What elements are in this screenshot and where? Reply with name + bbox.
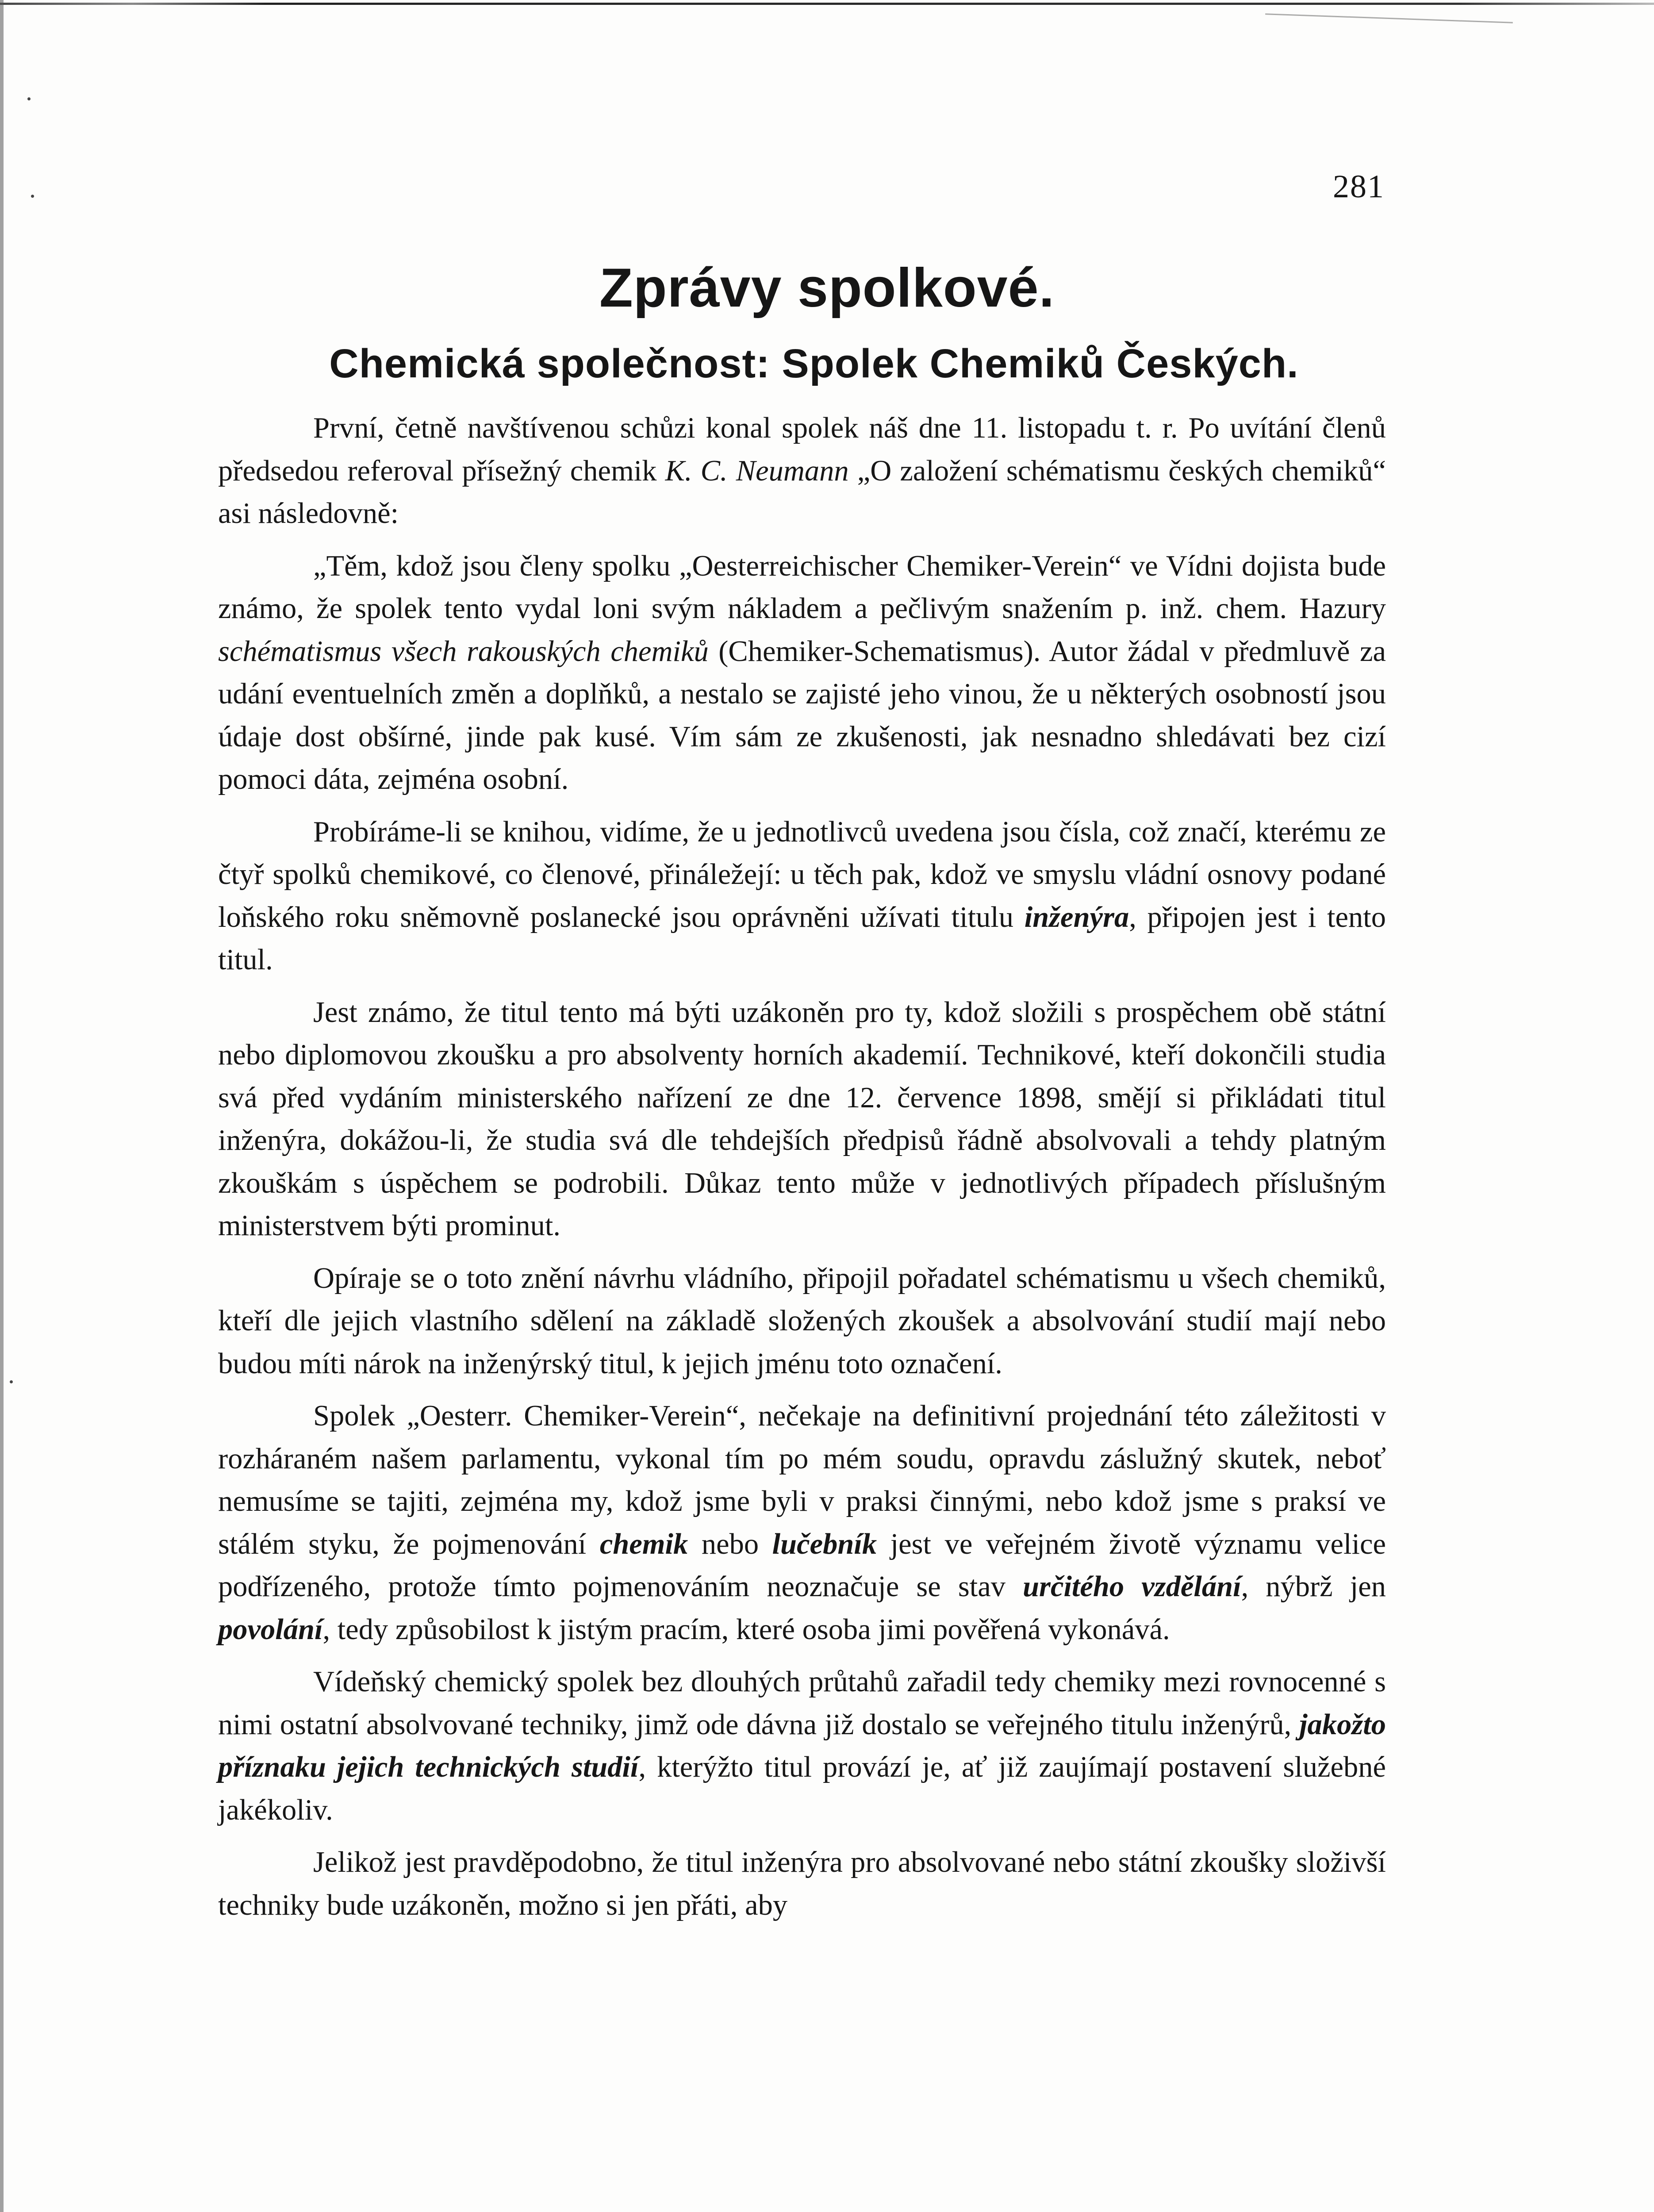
section-title: Zprávy spolkové. bbox=[599, 257, 1055, 319]
page-left-edge-shadow bbox=[0, 0, 4, 2212]
scan-speck bbox=[10, 1380, 13, 1383]
text-run: Jest známo, že titul tento má býti uzákoněn pro ty, kdož složili s prospěchem obě státní nebo diplomovou zkoušku a pro absolventy horních akademií. Technikové, kteří dokončili studia svá před vydáním ministerského nařízení ze dne 12. července 1898, smějí si přikládati titul inženýra, dokážou-li, že studia svá dle tehdejších předpisů řádně absolvovali a tehdy platným zkouškám s úspěchem se podrobili. Důkaz tento může v jednotlivých případech příslušným ministerstvem býti prominut. bbox=[218, 996, 1386, 1242]
paragraph bbox=[218, 1841, 1386, 1927]
page-top-edge-rule bbox=[0, 3, 1654, 5]
emphasized-phrase: K. C. Neumann bbox=[665, 454, 849, 487]
text-run: (Chemiker-Schematismus). Autor žádal v předmluvě za udání eventuelních změn a doplňků, a nestalo se zajisté jeho vinou, že u některých osobností jsou údaje dost obšírné, jinde pak kusé. Vím sám ze zkušenosti, jak nesnadno shledávati bez cizí pomoci dáta, zejména osobní. bbox=[218, 635, 1386, 795]
text-run: , tedy způsobilost k jistým pracím, které osoba jimi pověřená vykonává. bbox=[322, 1613, 1170, 1646]
text-run: Jelikož jest pravděpodobno, že titul inženýra pro absolvované nebo státní zkoušky složivší techniky bude uzákoněn, možno si jen přáti, aby bbox=[218, 1846, 1386, 1921]
paragraph bbox=[218, 407, 1386, 535]
emphasized-phrase: jakožto příznaku jejich technických studií bbox=[218, 1708, 1386, 1783]
text-run: Probíráme-li se knihou, vidíme, že u jednotlivců uvedena jsou čísla, což značí, kterému ze čtyř spolků chemikové, co členové, přináležejí: u těch pak, kdož ve smyslu vládní osnovy podané loňského roku sněmovně poslanecké jsou oprávněni užívati titulu bbox=[218, 815, 1386, 933]
section-subtitle: Chemická společnost: Spolek Chemiků Českých. bbox=[329, 341, 1299, 386]
emphasized-phrase: inženýra bbox=[1024, 901, 1129, 933]
text-run: Spolek „Oesterr. Chemiker-Verein“, nečekaje na definitivní projednání této záležitosti v rozháraném našem parlamentu, vykonal tím po mém soudu, opravdu záslužný skutek, neboť nemusíme se tajiti, zejména my, kdož jsme byli v praksi činnými, nebo kdož jsme s praksí ve stálém styku, že pojmenování bbox=[218, 1400, 1386, 1560]
text-run: , nýbrž jen bbox=[1241, 1571, 1386, 1603]
paragraph bbox=[218, 811, 1386, 982]
paragraph bbox=[218, 1257, 1386, 1386]
paragraph bbox=[218, 1661, 1386, 1832]
emphasized-phrase: lučebník bbox=[772, 1528, 877, 1560]
paragraph bbox=[218, 545, 1386, 801]
emphasized-phrase: povolání bbox=[218, 1613, 323, 1646]
text-run: , připojen jest i tento titul. bbox=[218, 901, 1386, 976]
article-body bbox=[218, 407, 1386, 1927]
text-run: „Těm, kdož jsou členy spolku „Oesterreichischer Chemiker-Verein“ ve Vídni dojista bude známo, že spolek tento vydal loni svým nákladem a pečlivým snažením p. inž. chem. Hazury bbox=[218, 549, 1386, 625]
emphasized-phrase: určitého vzdělání bbox=[1023, 1571, 1241, 1603]
text-run: jest ve veřejném životě významu velice podřízeného, protože tímto pojmenováním neoznačuje se stav bbox=[218, 1528, 1386, 1603]
scan-speck bbox=[31, 195, 34, 198]
page-top-scan-mark bbox=[1265, 13, 1513, 23]
emphasized-phrase: schématismus všech rakouských chemiků bbox=[218, 635, 709, 668]
text-run: nebo bbox=[688, 1528, 772, 1560]
scan-speck bbox=[27, 97, 31, 100]
text-run: Opíraje se o toto znění návrhu vládního, připojil pořadatel schématismu u všech chemiků, kteří dle jejich vlastního sdělení na základě složených zkoušek a absolvování studií mají nebo budou míti nárok na inženýrský titul, k jejich jménu toto označení. bbox=[218, 1262, 1386, 1380]
text-run: „O založení schématismu českých chemiků“ asi následovně: bbox=[218, 454, 1386, 530]
text-run: První, četně navštívenou schůzi konal spolek náš dne 11. listopadu t. r. Po uvítání členů předsedou referoval přísežný chemik bbox=[218, 412, 1386, 487]
text-run: Vídeňský chemický spolek bez dlouhých průtahů zařadil tedy chemiky mezi rovnocenné s nimi ostatní absolvované techniky, jimž ode dávna již dostalo se veřejného titulu inženýrů, bbox=[218, 1666, 1386, 1741]
emphasized-phrase: chemik bbox=[599, 1528, 688, 1560]
text-run: , kterýžto titul provází je, ať již zaujímají postavení služebné jakékoliv. bbox=[218, 1751, 1386, 1826]
paragraph bbox=[218, 1395, 1386, 1651]
page-number: 281 bbox=[1333, 169, 1385, 205]
paragraph bbox=[218, 991, 1386, 1248]
